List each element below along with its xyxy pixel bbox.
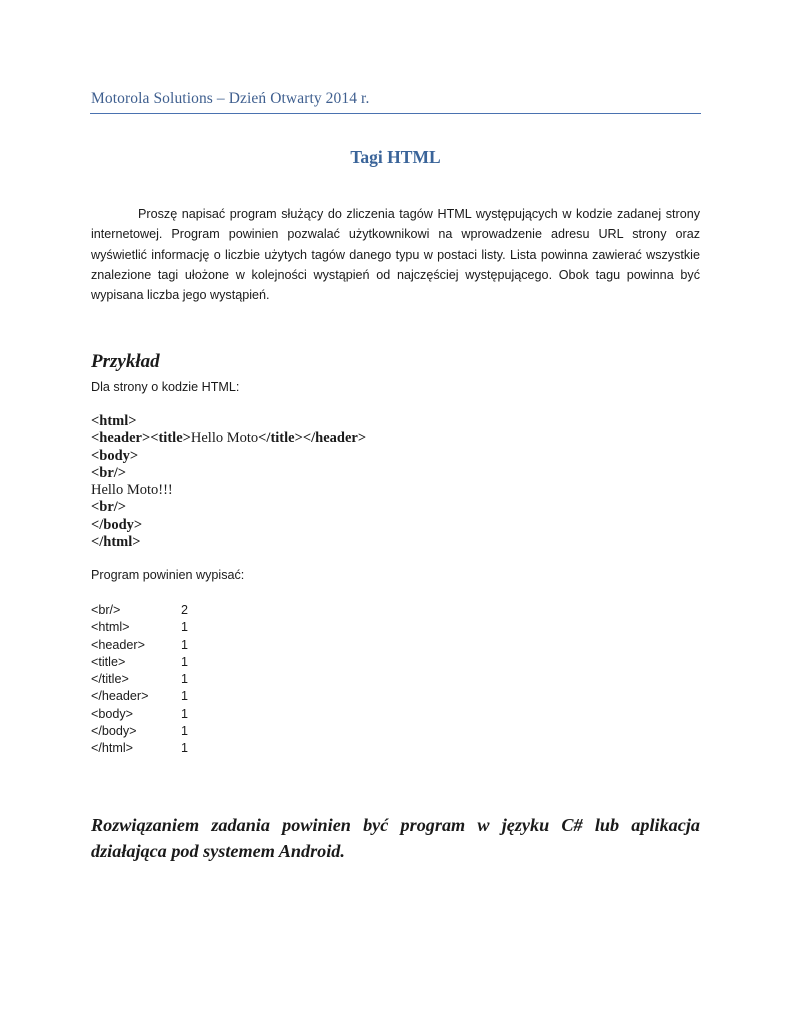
code-line: [91, 448, 366, 465]
code-line: [91, 517, 366, 534]
code-line: [91, 534, 366, 551]
output-tag: </html>: [91, 741, 133, 756]
output-tag: <br/>: [91, 603, 121, 617]
output-tag: </body>: [91, 724, 137, 739]
code-line: [91, 430, 366, 447]
output-count: 1: [181, 672, 189, 687]
output-table: [91, 602, 188, 758]
output-count: 1: [181, 706, 189, 721]
code-line: [91, 499, 366, 516]
code-text: Hello Moto!!!: [91, 482, 173, 499]
output-tag: <html>: [91, 620, 130, 635]
output-tag: <body>: [91, 706, 134, 721]
code-line: [91, 465, 366, 482]
table-row: [91, 671, 188, 688]
solution-requirement: Rozwiązaniem zadania powinien być program w języku C# lub aplikacja działająca pod systemem Android.: [91, 815, 700, 861]
code-tag: <body>: [91, 447, 139, 464]
code-text: Hello Moto: [190, 430, 259, 447]
code-tag: </body>: [91, 516, 143, 533]
code-tag: <html>: [91, 413, 137, 429]
html-code-example: [91, 413, 366, 551]
code-line: [91, 482, 366, 499]
output-tag: <header>: [91, 637, 145, 652]
output-count: 1: [181, 620, 189, 635]
output-count: 2: [181, 603, 189, 617]
output-lead: Program powinien wypisać:: [91, 568, 245, 582]
table-row: [91, 688, 188, 705]
header-divider: [90, 113, 701, 114]
code-tag: </title></header>: [258, 430, 367, 447]
code-line: [91, 413, 366, 430]
table-row: [91, 602, 188, 619]
table-row: [91, 619, 188, 636]
code-tag: <br/>: [91, 499, 127, 516]
output-count: 1: [181, 741, 189, 756]
output-count: 1: [181, 654, 189, 669]
page-header-title: Motorola Solutions – Dzień Otwarty 2014 r.: [91, 90, 370, 107]
code-tag: </html>: [91, 534, 141, 551]
output-tag: </title>: [91, 672, 129, 687]
code-tag: <br/>: [91, 464, 127, 481]
output-count: 1: [181, 637, 189, 652]
table-row: [91, 654, 188, 671]
table-row: [91, 740, 188, 757]
table-row: [91, 706, 188, 723]
document-title: Tagi HTML: [350, 147, 441, 167]
table-row: [91, 723, 188, 740]
example-lead: Dla strony o kodzie HTML:: [91, 380, 240, 394]
code-tag: <header><title>: [91, 430, 191, 447]
output-tag: <title>: [91, 654, 126, 669]
output-tag: </header>: [91, 689, 149, 704]
output-count: 1: [181, 689, 189, 704]
task-description: Proszę napisać program służący do zliczenia tagów HTML występujących w kodzie zadanej strony internetowej. Program powinien pozwalać użytkownikowi na wprowadzenie adresu URL strony oraz wyświetlić informację o liczbie użytych tagów danego typu w postaci listy. Lista powinna zawierać wszystkie znalezione tagi ułożone w kolejności wystąpień od najczęściej występującego. Obok tagu powinna być wypisana liczba jego wystąpień.: [91, 207, 700, 303]
output-count: 1: [181, 724, 189, 739]
example-heading: Przykład: [91, 351, 160, 372]
table-row: [91, 637, 188, 654]
